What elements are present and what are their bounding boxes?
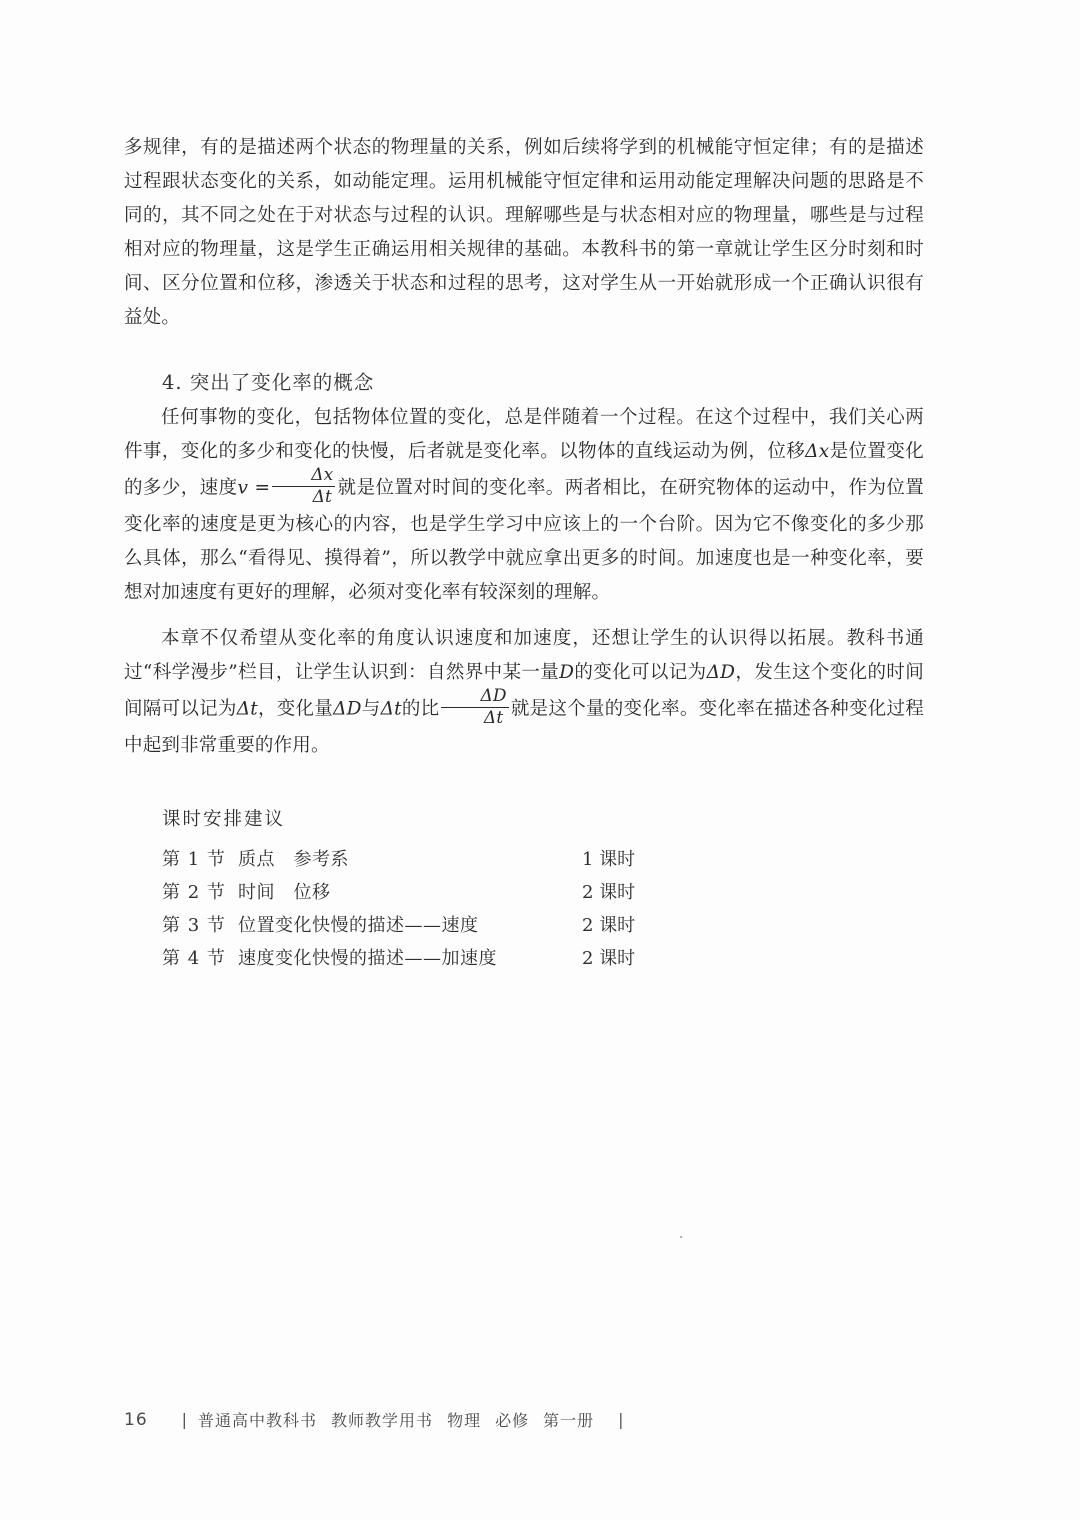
rate-paragraph-2-text — [124, 622, 924, 763]
footer-book-type: 教师教学用书 — [331, 1411, 434, 1430]
schedule-row — [162, 874, 682, 907]
footer-volume: 第一册 — [543, 1411, 595, 1430]
lesson-schedule — [162, 805, 682, 973]
section-heading: 4. 突出了变化率的概念 — [162, 371, 375, 394]
schedule-section: 第 1 节 — [162, 848, 226, 870]
text-run: 与 — [361, 698, 381, 720]
fraction-denominator: Δt — [483, 708, 504, 728]
delta-t-symbol: Δt — [236, 698, 258, 720]
schedule-section: 第 3 节 — [162, 914, 226, 936]
schedule-section: 第 2 节 — [162, 881, 226, 903]
text-run: 的比 — [401, 698, 440, 720]
schedule-title: 课时安排建议 — [162, 809, 286, 830]
text-run: 就是这个量的变化率。变化率在描述各种变化过程中起到非常重要的作用。 — [124, 698, 924, 756]
fraction-denominator: Δt — [312, 487, 333, 507]
footer-divider: | — [618, 1410, 625, 1429]
page-footer — [124, 1408, 635, 1431]
intro-text: 多规律，有的是描述两个状态的物理量的关系，例如后续将学到的机械能守恒定律；有的是描述过程跟状态变化的关系，如动能定理。运用机械能守恒定律和运用动能定理解决问题的思路是不同的，其不同之处在于对状态与过程的认识。理解哪些是与状态相对应的物理量，哪些是与过程相对应的物理量，这是学生正确运用相关规律的基础。本教科书的第一章就让学生区分时刻和时间、区分位置和位移，渗透关于状态和过程的思考，这对学生从一开始就形成一个正确认识很有益处。 — [124, 137, 924, 328]
schedule-row — [162, 907, 682, 940]
rate-paragraph-1 — [124, 401, 924, 610]
scan-speck — [680, 1236, 682, 1238]
schedule-hours: 1 课时 — [582, 848, 636, 870]
rate-paragraph-1-text — [124, 401, 924, 610]
fraction-numerator: ΔD — [441, 688, 508, 708]
footer-series: 普通高中教科书 — [198, 1411, 318, 1430]
velocity-fraction — [272, 467, 335, 506]
schedule-topic: 质点 参考系 — [238, 848, 349, 870]
delta-t-symbol: Δt — [380, 698, 402, 720]
footer-subject: 物理 — [447, 1411, 482, 1430]
schedule-section: 第 4 节 — [162, 947, 226, 969]
text-run: 任何事物的变化，包括物体位置的变化，总是伴随着一个过程。在这个过程中，我们关心两件事，变化的多少和变化的快慢，后者就是变化率。以物体的直线运动为例，位移 — [124, 407, 924, 462]
schedule-hours: 2 课时 — [582, 914, 636, 936]
quantity-d-symbol: D — [559, 662, 575, 683]
text-run: 的变化可以记为 — [574, 662, 707, 683]
text-run: 本章不仅希望从变化率的角度认识速度和加速度，还想让学生的认识得以拓展。教科书通过“科学漫步”栏目，让学生认识到：自然界中某一量 — [124, 628, 924, 683]
schedule-topic: 速度变化快慢的描述——加速度 — [238, 947, 497, 969]
text-run: ，发生这个变化的时间间隔可以记为 — [124, 662, 924, 720]
delta-d-symbol: ΔD — [706, 662, 736, 683]
rate-fraction — [441, 688, 508, 727]
schedule-topic: 时间 位移 — [238, 881, 331, 903]
velocity-equation-lhs: v = — [237, 477, 271, 499]
schedule-topic: 位置变化快慢的描述——速度 — [238, 914, 479, 936]
text-run: ，变化量 — [257, 698, 334, 720]
intro-paragraph — [124, 131, 924, 335]
page-number: 16 — [124, 1409, 148, 1430]
schedule-hours: 2 课时 — [582, 947, 636, 969]
schedule-hours: 2 课时 — [582, 881, 636, 903]
rate-paragraph-2 — [124, 622, 924, 763]
footer-level: 必修 — [495, 1411, 530, 1430]
schedule-row — [162, 940, 682, 973]
delta-x-symbol: Δx — [805, 441, 830, 462]
text-run: 是位置变化的多少，速度 — [124, 441, 924, 499]
schedule-row — [162, 841, 682, 874]
fraction-numerator: Δx — [272, 467, 335, 487]
delta-d-symbol: ΔD — [333, 698, 362, 720]
text-run: 就是位置对时间的变化率。两者相比，在研究物体的运动中，作为位置变化率的速度是更为核心的内容，也是学生学习中应该上的一个台阶。因为它不像变化的多少那么具体，那么“看得见、摸得着”，所以教学中就应拿出更多的时间。加速度也是一种变化率，要想对加速度有更好的理解，必须对变化率有较深刻的理解。 — [124, 477, 925, 603]
footer-divider: | — [181, 1410, 189, 1429]
